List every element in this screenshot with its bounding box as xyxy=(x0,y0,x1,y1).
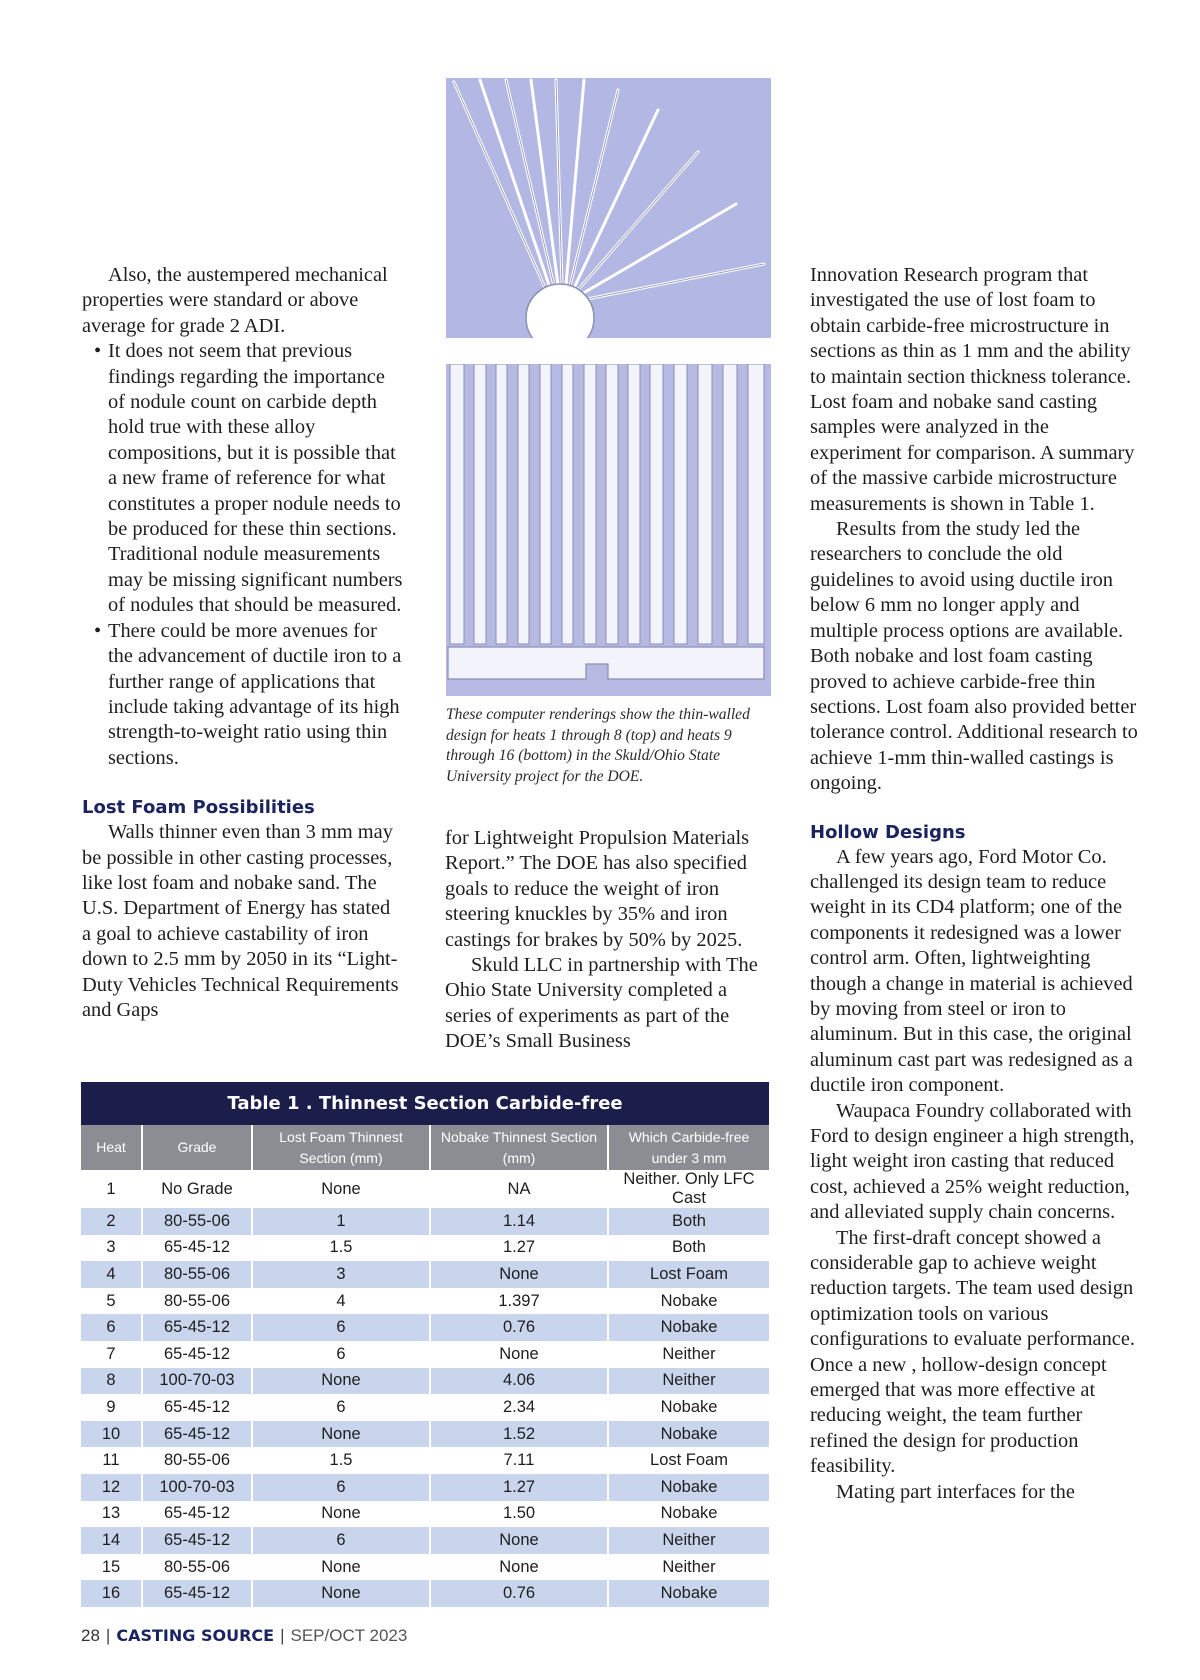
cell-carbide-free: Nobake xyxy=(609,1474,769,1501)
cell-lost-foam: None xyxy=(253,1368,431,1395)
lost-foam-paragraph: Walls thinner even than 3 mm may be possible in other casting processes, like lost foam and nobake sand. The U.S. Department of Energy has stated a goal to achieve castability of iron down to 2.5 mm by 2050 in its “Light-Duty Vehicles Technical Requirements and Gaps xyxy=(82,821,399,1021)
cell-carbide-free: Nobake xyxy=(660,1291,718,1310)
table-row xyxy=(81,1580,769,1607)
cell-lost-foam: 6 xyxy=(253,1314,431,1341)
cell-grade: 80-55-06 xyxy=(143,1261,253,1288)
cell-nobake: 1.27 xyxy=(431,1474,609,1501)
cell-grade: 80-55-06 xyxy=(143,1288,253,1315)
cell-nobake: 7.11 xyxy=(431,1447,609,1474)
radial-rendering-image xyxy=(446,78,771,338)
cell-grade: 80-55-06 xyxy=(143,1447,253,1474)
cell-carbide-free: Neither xyxy=(662,1557,716,1576)
page-footer xyxy=(81,1626,407,1646)
table-row xyxy=(81,1447,769,1474)
cell-nobake: 2.34 xyxy=(431,1394,609,1421)
section-heading-hollow-designs: Hollow Designs xyxy=(810,821,966,843)
cell-nobake: 1.14 xyxy=(431,1208,609,1235)
cell-heat: 15 xyxy=(81,1554,143,1581)
cell-heat: 6 xyxy=(81,1314,143,1341)
table-row xyxy=(81,1474,769,1501)
section-heading-lost-foam: Lost Foam Possibilities xyxy=(82,797,315,819)
header-heat: Heat xyxy=(81,1125,143,1170)
cell-nobake: 0.76 xyxy=(431,1580,609,1607)
table-header-row xyxy=(81,1125,769,1170)
cell-grade: 65-45-12 xyxy=(143,1235,253,1262)
figure-caption: These computer renderings show the thin-walled design for heats 1 through 8 (top) and heats 9 through 16 (bottom) in the Skuld/Ohio State University project for the DOE. xyxy=(446,706,750,785)
list-item: • It does not seem that previous findings regarding the importance of nodule count on carbide depth hold true with these alloy compositions, but it is possible that a new frame of reference for what constitutes a proper nodule needs to be produced for these thin sections. Traditional nodule measurements may be missing significant numbers of nodules that should be measured. xyxy=(82,339,404,618)
table-row xyxy=(81,1341,769,1368)
table-row xyxy=(81,1261,769,1288)
cell-carbide-free: Nobake xyxy=(609,1580,769,1607)
cell-lost-foam: 3 xyxy=(253,1261,431,1288)
cell-carbide-free: Nobake xyxy=(609,1421,769,1448)
cell-carbide-free: Neither xyxy=(609,1527,769,1554)
rendering-radial-design xyxy=(446,78,771,338)
header-carbide-free: Which Carbide-free under 3 mm xyxy=(609,1125,769,1170)
column-middle xyxy=(445,826,773,1055)
cell-heat: 13 xyxy=(81,1501,143,1528)
cell-lost-foam: 1.5 xyxy=(253,1235,431,1262)
table-row xyxy=(81,1527,769,1554)
cell-lost-foam: None xyxy=(253,1170,431,1208)
cell-grade: 100-70-03 xyxy=(143,1474,253,1501)
cell-heat: 12 xyxy=(81,1474,143,1501)
cell-lost-foam: 1.5 xyxy=(253,1447,431,1474)
rendering-comb-design xyxy=(446,364,771,696)
cell-nobake: None xyxy=(431,1554,609,1581)
mating-part-paragraph: Mating part interfaces for the xyxy=(836,1480,1075,1503)
cell-grade: No Grade xyxy=(143,1170,253,1208)
header-lost-foam: Lost Foam Thinnest Section (mm) xyxy=(253,1125,431,1170)
cell-heat: 1 xyxy=(81,1170,143,1208)
cell-lost-foam: 4 xyxy=(253,1288,431,1315)
table-row xyxy=(81,1170,769,1208)
magazine-name: CASTING SOURCE xyxy=(116,1626,275,1645)
cell-carbide-free: Neither xyxy=(662,1344,716,1363)
column-right xyxy=(810,263,1144,1505)
header-nobake: Nobake Thinnest Section (mm) xyxy=(431,1125,609,1170)
carbide-free-table xyxy=(81,1082,769,1607)
cell-grade: 65-45-12 xyxy=(143,1501,253,1528)
cell-nobake: 0.76 xyxy=(431,1314,609,1341)
cell-heat: 3 xyxy=(81,1235,143,1262)
table-row xyxy=(81,1314,769,1341)
cell-grade: 65-45-12 xyxy=(143,1421,253,1448)
table-row xyxy=(81,1208,769,1235)
cell-grade: 65-45-12 xyxy=(143,1341,253,1368)
cell-lost-foam: 6 xyxy=(253,1341,431,1368)
table-row xyxy=(81,1554,769,1581)
cell-grade: 65-45-12 xyxy=(143,1394,253,1421)
cell-nobake: None xyxy=(431,1341,609,1368)
table-row xyxy=(81,1235,769,1262)
table-row xyxy=(81,1288,769,1315)
results-paragraph: Results from the study led the researchers to conclude the old guidelines to avoid using ductile iron below 6 mm no longer apply and multiple process options are available. Both nobake and lost foam casting proved to achieve carbide-free thin sections. Lost foam also provided better tolerance control. Additional research to achieve 1-mm thin-walled castings is ongoing. xyxy=(810,518,1138,795)
issue-date: SEP/OCT 2023 xyxy=(290,1626,408,1645)
cell-lost-foam: None xyxy=(253,1421,431,1448)
findings-list xyxy=(82,339,404,771)
cell-nobake: 1.50 xyxy=(431,1501,609,1528)
data-table xyxy=(81,1125,769,1607)
research-paragraph: Innovation Research program that investigated the use of lost foam to obtain carbide-free microstructure in sections as thin as 1 mm and the ability to maintain section thickness tolerance. Lost foam and nobake sand casting samples were analyzed in the experiment for comparison. A summary of the massive carbide microstructure measurements is shown in Table 1. xyxy=(810,264,1135,515)
cell-grade: 80-55-06 xyxy=(143,1554,253,1581)
column-left xyxy=(82,263,404,1023)
cell-lost-foam: None xyxy=(253,1501,431,1528)
page-number: 28 xyxy=(81,1626,100,1645)
table-row xyxy=(81,1394,769,1421)
cell-heat: 10 xyxy=(81,1421,143,1448)
cell-nobake: 1.52 xyxy=(431,1421,609,1448)
table-row xyxy=(81,1421,769,1448)
cell-grade: 65-45-12 xyxy=(143,1580,253,1607)
cell-carbide-free: Both xyxy=(609,1208,769,1235)
cell-nobake: 1.27 xyxy=(431,1235,609,1262)
cell-nobake: 4.06 xyxy=(431,1368,609,1395)
cell-heat: 5 xyxy=(81,1288,143,1315)
skuld-paragraph: Skuld LLC in partnership with The Ohio State University completed a series of experiments as part of the DOE’s Small Business xyxy=(445,954,758,1053)
cell-carbide-free: Nobake xyxy=(660,1397,718,1416)
header-grade: Grade xyxy=(143,1125,253,1170)
waupaca-paragraph: Waupaca Foundry collaborated with Ford to design engineer a high strength, light weight iron casting that reduced cost, achieved a 25% weight reduction, and alleviated supply chain concerns. xyxy=(810,1099,1135,1224)
cell-carbide-free: Nobake xyxy=(609,1314,769,1341)
cell-nobake: NA xyxy=(431,1170,609,1208)
report-paragraph: for Lightweight Propulsion Materials Report.” The DOE has also specified goals to reduce the weight of iron steering knuckles by 35% and iron castings for brakes by 50% by 2025. xyxy=(445,827,750,951)
cell-lost-foam: None xyxy=(253,1580,431,1607)
cell-carbide-free: Lost Foam xyxy=(650,1451,728,1470)
cell-lost-foam: None xyxy=(253,1554,431,1581)
cell-heat: 8 xyxy=(81,1368,143,1395)
cell-heat: 4 xyxy=(81,1261,143,1288)
cell-lost-foam: 1 xyxy=(253,1208,431,1235)
cell-carbide-free: Nobake xyxy=(660,1504,718,1523)
cell-grade: 65-45-12 xyxy=(143,1527,253,1554)
cell-heat: 11 xyxy=(81,1447,143,1474)
comb-rendering-image xyxy=(446,364,771,696)
cell-heat: 7 xyxy=(81,1341,143,1368)
cell-nobake: 1.397 xyxy=(431,1288,609,1315)
cell-heat: 2 xyxy=(81,1208,143,1235)
list-item: • There could be more avenues for the advancement of ductile iron to a further range of applications that include taking advantage of its high strength-to-weight ratio using thin sections. xyxy=(82,619,404,771)
cell-carbide-free: Neither. Only LFC Cast xyxy=(623,1170,755,1207)
cell-heat: 16 xyxy=(81,1580,143,1607)
cell-carbide-free: Neither xyxy=(609,1368,769,1395)
cell-heat: 14 xyxy=(81,1527,143,1554)
cell-carbide-free: Both xyxy=(672,1238,706,1257)
cell-nobake: None xyxy=(431,1261,609,1288)
footer-divider: | xyxy=(280,1626,285,1645)
cell-lost-foam: 6 xyxy=(253,1394,431,1421)
table-row xyxy=(81,1368,769,1395)
cell-nobake: None xyxy=(431,1527,609,1554)
table-row xyxy=(81,1501,769,1528)
footer-divider: | xyxy=(105,1626,111,1645)
first-draft-paragraph: The first-draft concept showed a considerable gap to achieve weight reduction targets. The team used design optimization tools on various configurations to evaluate performance. Once a new , hollow-design concept emerged that was more effective at reducing weight, the team further refined the design for production feasibility. xyxy=(810,1226,1135,1478)
cell-grade: 100-70-03 xyxy=(143,1368,253,1395)
cell-heat: 9 xyxy=(81,1394,143,1421)
cell-carbide-free: Lost Foam xyxy=(609,1261,769,1288)
intro-paragraph: Also, the austempered mechanical properties were standard or above average for grade 2 ADI. xyxy=(82,264,388,337)
cell-grade: 80-55-06 xyxy=(143,1208,253,1235)
cell-grade: 65-45-12 xyxy=(143,1314,253,1341)
cell-lost-foam: 6 xyxy=(253,1527,431,1554)
cell-lost-foam: 6 xyxy=(253,1474,431,1501)
ford-paragraph: A few years ago, Ford Motor Co. challenged its design team to reduce weight in its CD4 platform; one of the components it redesigned was a lower control arm. Often, lightweighting though a change in material is achieved by moving from steel or iron to aluminum. But in this case, the original aluminum cast part was redesigned as a ductile iron component. xyxy=(810,845,1133,1097)
table-title: Table 1 . Thinnest Section Carbide-free xyxy=(81,1082,769,1125)
